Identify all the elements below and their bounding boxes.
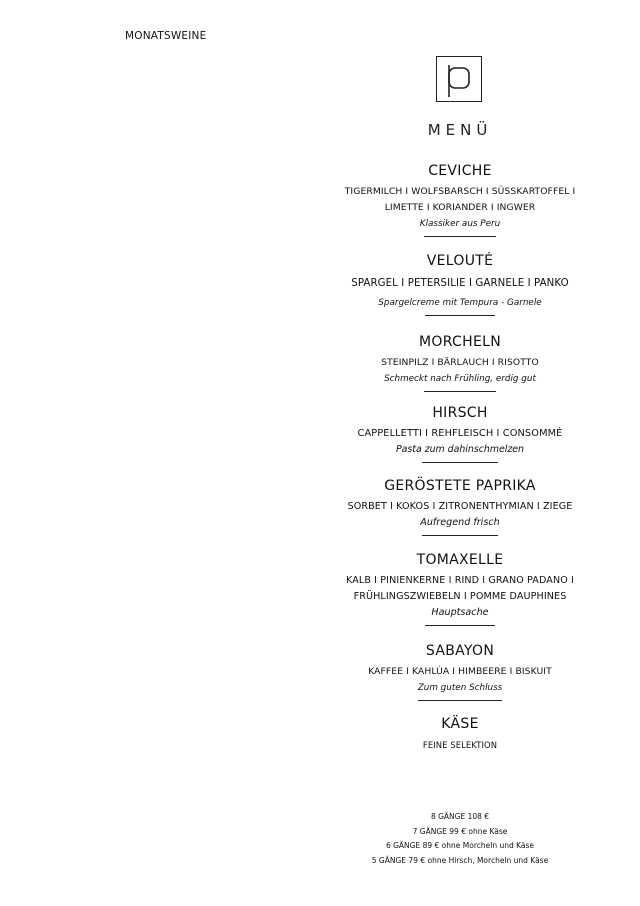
course-geroestete-paprika: [340, 477, 580, 536]
course-description-line: FRÜHLINGSZWIEBELN I POMME DAUPHINES: [353, 591, 567, 602]
course-hirsch: [340, 404, 580, 463]
course-morcheln: [340, 333, 580, 392]
course-description-line: STEINPILZ I BÄRLAUCH I RISOTTO: [381, 357, 539, 368]
course-description-line: SPARGEL I PETERSILIE I GARNELE I PANKO: [351, 278, 569, 289]
course-note: Spargelcreme mit Tempura - Garnele: [378, 298, 542, 308]
course-description: [340, 737, 580, 753]
course-description-line: LIMETTE I KORIANDER I INGWER: [384, 202, 536, 213]
course-description: [340, 426, 580, 442]
course-description-line: CAPPELLETTI I REHFLEISCH I CONSOMMÉ: [357, 428, 563, 439]
course-description: [340, 573, 580, 605]
course-description-line: TIGERMILCH I WOLFSBARSCH I SÜSSKARTOFFEL I: [344, 186, 576, 197]
divider: [425, 625, 495, 626]
course-description-line: KALB I PINIENKERNE I RIND I GRANO PADANO I: [346, 575, 574, 586]
course-description-line: KAFFEE I KAHLÚA I HIMBEERE I BISKUIT: [368, 666, 552, 677]
course-name: MORCHELN: [419, 334, 501, 350]
p-logo-icon: [437, 57, 481, 101]
course-sabayon: [340, 642, 580, 701]
course-name: KÄSE: [441, 716, 479, 732]
course-note: Schmeckt nach Frühling, erdig gut: [384, 374, 536, 384]
course-description: [340, 276, 580, 292]
divider: [418, 700, 502, 701]
course-note: Zum guten Schluss: [417, 683, 503, 693]
divider: [424, 236, 496, 237]
divider: [424, 391, 496, 392]
course-description: [340, 499, 580, 515]
course-name: GERÖSTETE PAPRIKA: [384, 478, 536, 494]
course-note: Aufregend frisch: [420, 517, 500, 528]
restaurant-logo: [436, 56, 482, 102]
course-description-line: SORBET I KOKOS I ZITRONENTHYMIAN I ZIEGE: [347, 501, 573, 512]
course-note: Pasta zum dahinschmelzen: [396, 444, 524, 455]
course-description: [340, 355, 580, 371]
course-description: [340, 664, 580, 680]
menu-title: MENÜ: [427, 121, 493, 139]
price-line: 6 GÄNGE 89 € ohne Morcheln und Käse: [385, 841, 535, 850]
course-tomaxelle: [340, 551, 580, 626]
course-note: Klassiker aus Peru: [419, 219, 501, 229]
course-note: Hauptsache: [431, 607, 489, 618]
course-description-line: FEINE SELEKTION: [422, 740, 498, 750]
course-kaese: [340, 715, 580, 753]
course-name: SABAYON: [425, 643, 495, 659]
divider: [422, 462, 498, 463]
course-name: CEVICHE: [428, 163, 492, 179]
monatsweine-label: MONATSWEINE: [125, 30, 207, 42]
price-line: 5 GÄNGE 79 € ohne Hirsch, Morcheln und Käse: [371, 855, 549, 865]
course-name: TOMAXELLE: [416, 552, 504, 568]
course-name: HIRSCH: [432, 405, 488, 421]
divider: [422, 535, 498, 536]
price-list: [340, 810, 580, 868]
divider: [425, 315, 495, 316]
price-line: 8 GÄNGE 108 €: [430, 812, 490, 821]
course-name: VELOUTÉ: [426, 253, 494, 269]
course-ceviche: [340, 162, 580, 237]
course-veloute: [340, 252, 580, 316]
course-description: [340, 184, 580, 216]
price-line: 7 GÄNGE 99 € ohne Käse: [412, 826, 508, 836]
